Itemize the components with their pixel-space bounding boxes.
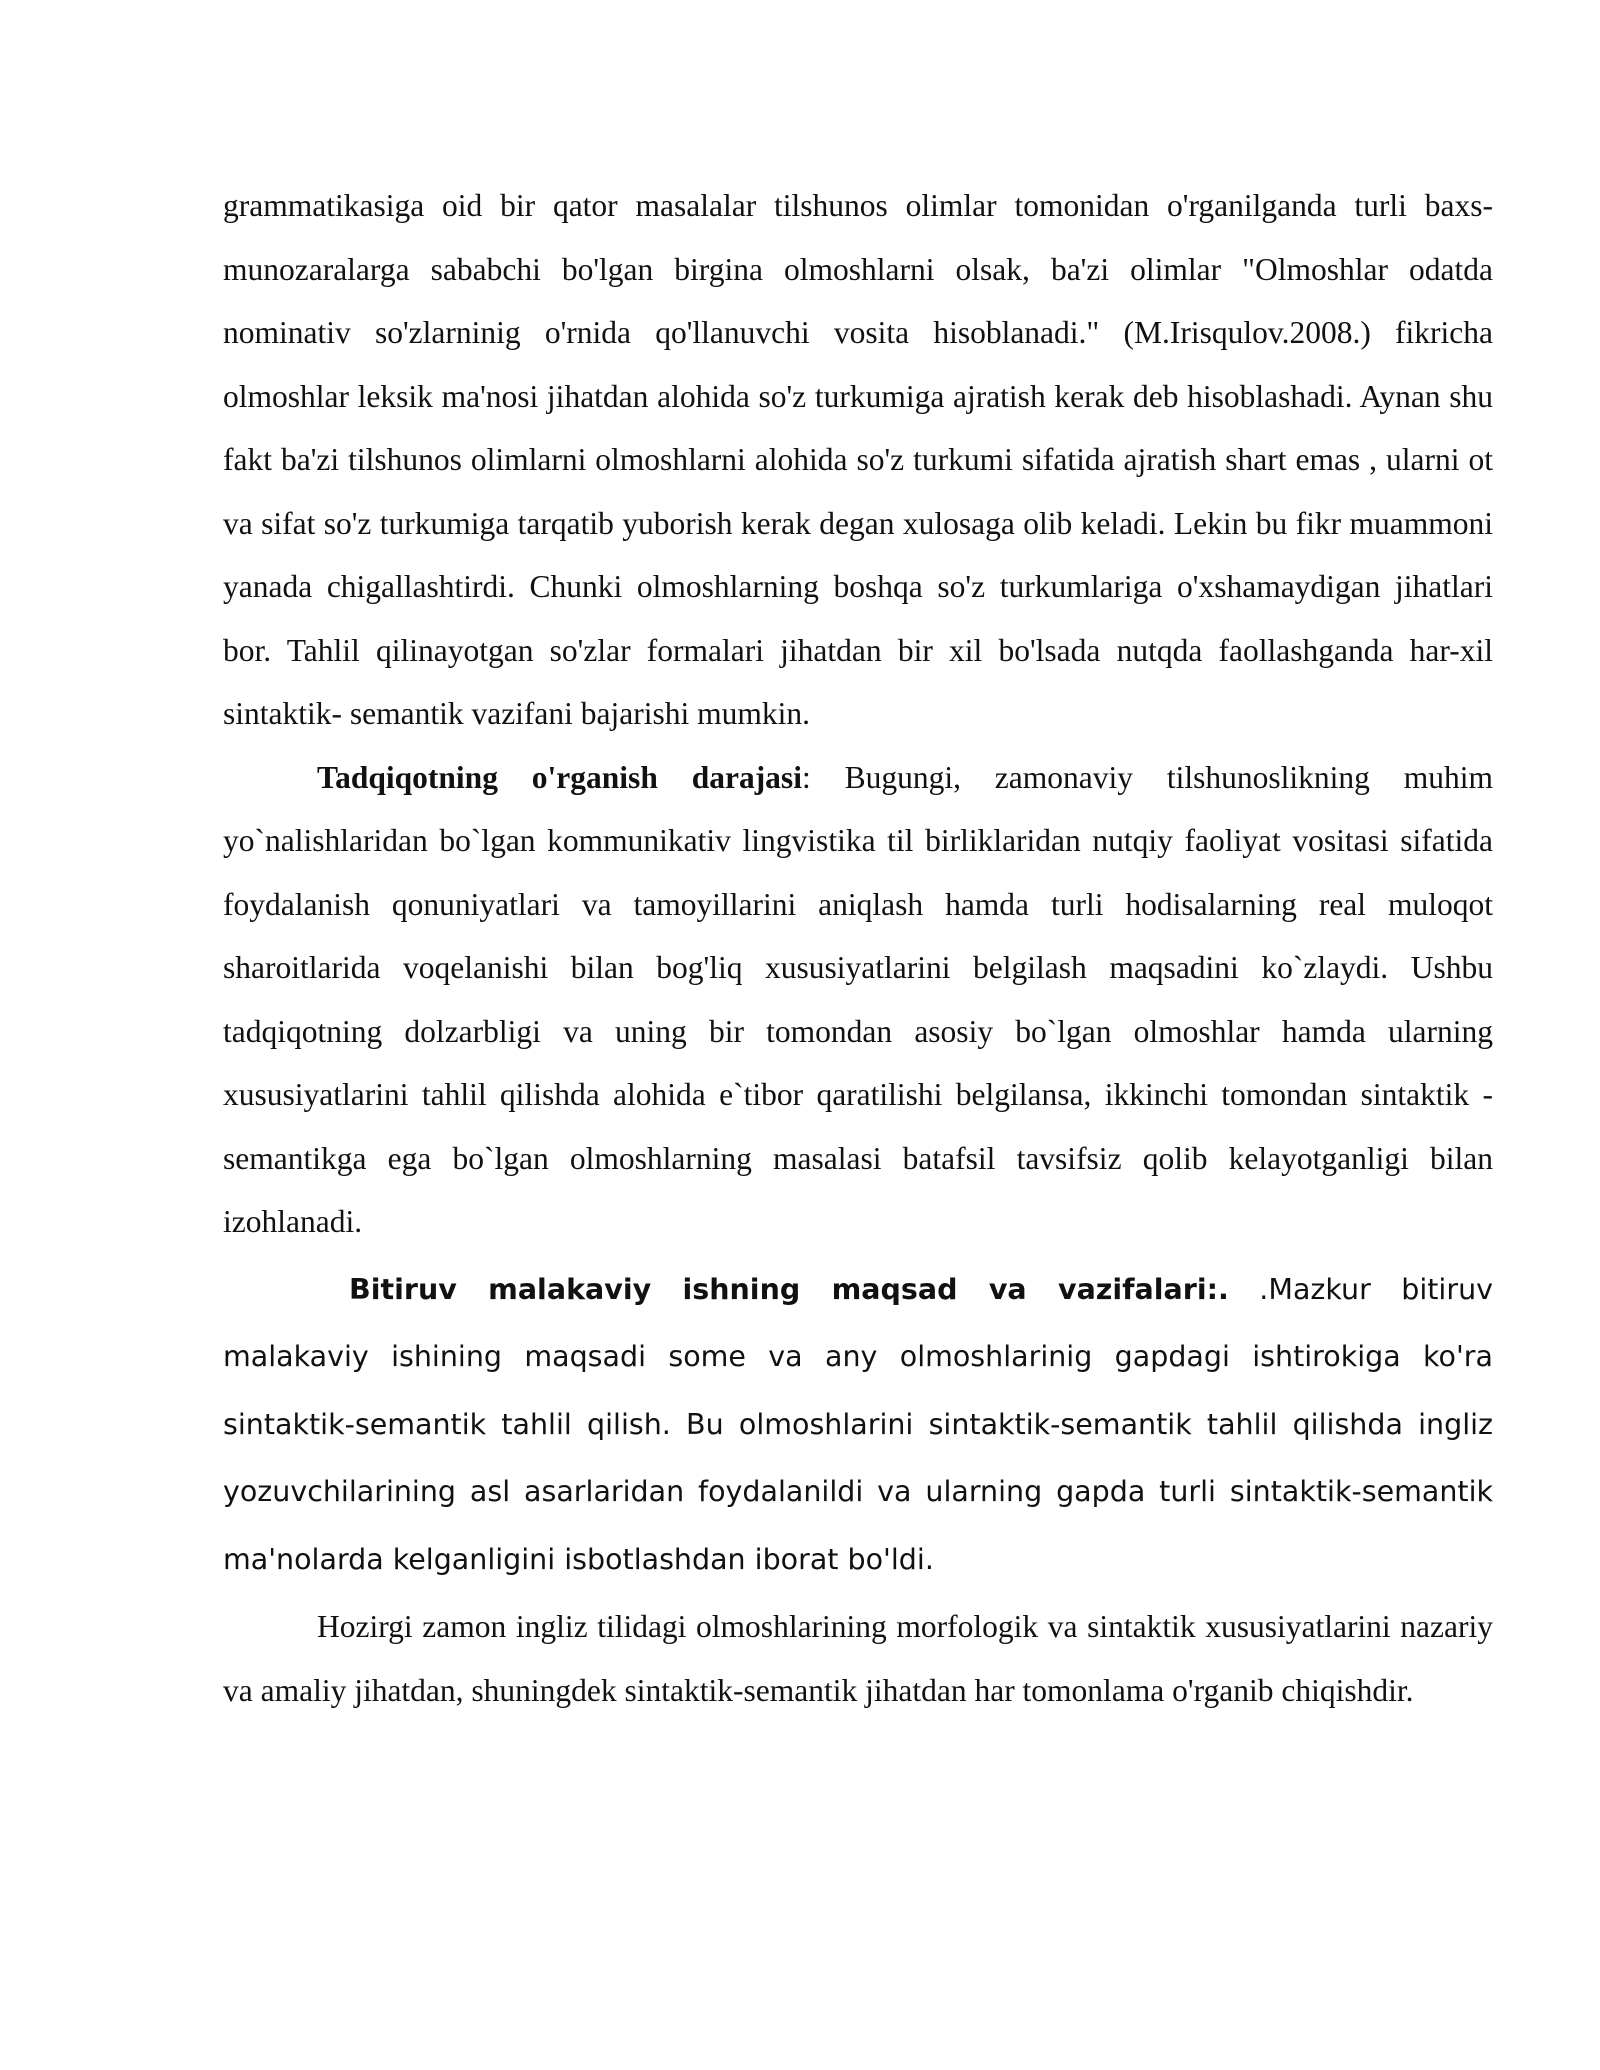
paragraph-modern-english: Hozirgi zamon ingliz tilidagi olmoshlarining morfologik va sintaktik xususiyatlarini nazariy va amaliy jihatdan, shuningdek sintaktik-semantik jihatdan har tomonlama o'rganib chiqishdir. (223, 1609, 1493, 1708)
paragraph-goals-tasks (223, 1256, 1493, 1594)
document-body (223, 174, 1493, 1722)
paragraph-pronouns-debate: grammatikasiga oid bir qator masalalar tilshunos olimlar tomonidan o'rganilganda turli baxs-munozaralarga sababchi bo'lgan birgina olmoshlarni olsak, ba'zi olimlar "Olmoshlar odatda nominativ so'zlarninig o'rnida qo'llanuvchi vosita hisoblanadi." (M.Irisqulov.2008.) fikricha olmoshlar leksik ma'nosi jihatdan alohida so'z turkumiga ajratish kerak deb hisoblashadi. Aynan shu fakt ba'zi tilshunos olimlarni olmoshlarni alohida so'z turkumi sifatida ajratish shart emas , ularni ot va sifat so'z turkumiga tarqatib yuborish kerak degan xulosaga olib keladi. Lekin bu fikr muammoni yanada chigallashtirdi. Chunki olmoshlarning boshqa so'z turkumlariga o'xshamaydigan jihatlari bor. Tahlil qilinayotgan so'zlar formalari jihatdan bir xil bo'lsada nutqda faollashganda har-xil sintaktik- semantik vazifani bajarishi mumkin. (223, 188, 1493, 731)
research-level-heading: Tadqiqotning o'rganish darajasi (317, 759, 802, 795)
research-level-separator: : (801, 759, 811, 795)
paragraph-research-level (223, 746, 1493, 1254)
research-level-body: Bugungi, zamonaviy tilshunoslikning muhim yo`nalishlaridan bo`lgan kommunikativ lingvistika til birliklaridan nutqiy faoliyat vositasi sifatida foydalanish qonuniyatlari va tamoyillarini aniqlash hamda turli hodisalarning real muloqot sharoitlarida voqelanishi bilan bog'liq xususiyatlarini belgilash maqsadini ko`zlaydi. Ushbu tadqiqotning dolzarbligi va uning bir tomondan asosiy bo`lgan olmoshlar hamda ularning xususiyatlarini tahlil qilishda alohida e`tibor qaratilishi belgilansa, ikkinchi tomondan sintaktik - semantikga ega bo`lgan olmoshlarning masalasi batafsil tavsifsiz qolib kelayotganligi bilan izohlanadi. (223, 759, 1493, 1239)
goals-tasks-heading: Bitiruv malakaviy ishning maqsad va vazifalari:. (349, 1272, 1229, 1306)
goals-tasks-body: .Mazkur bitiruv malakaviy ishining maqsadi some va any olmoshlarinig gapdagi ishtirokiga ko'ra sintaktik-semantik tahlil qilish. Bu olmoshlarini sintaktik-semantik tahlil qilishda ingliz yozuvchilarining asl asarlaridan foydalanildi va ularning gapda turli sintaktik-semantik ma'nolarda kelganligini isbotlashdan iborat bo'ldi. (223, 1272, 1493, 1576)
